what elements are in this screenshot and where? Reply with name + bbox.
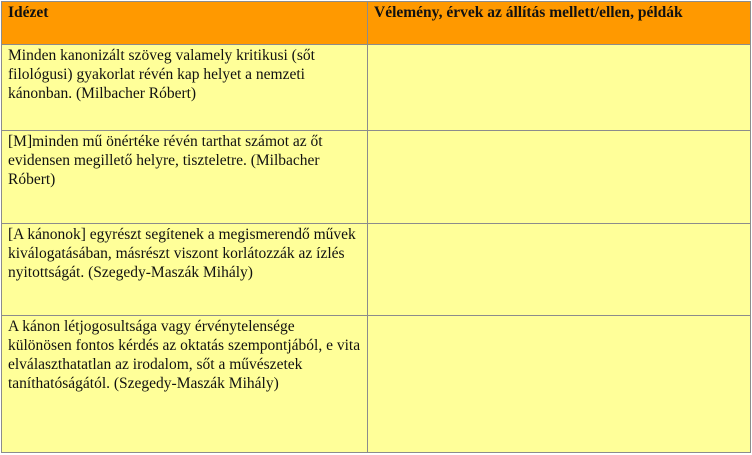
table-row	[2, 45, 751, 131]
opinion-cell[interactable]	[368, 131, 751, 224]
table-row	[2, 315, 751, 452]
header-quote: Idézet	[2, 2, 368, 45]
table-row	[2, 131, 751, 224]
quote-cell: [M]minden mű önértéke révén tarthat számot az őt evidensen megillető helyre, tiszteletre. (Milbacher Róbert)	[2, 131, 368, 224]
quote-cell: A kánon létjogosultsága vagy érvénytelensége különösen fontos kérdés az oktatás szempontjából, e vita elválaszthatatlan az irodalom, sőt a művészetek taníthatóságától. (Szegedy-Maszák Mihály)	[2, 315, 368, 452]
quote-cell: Minden kanonizált szöveg valamely kritikusi (sőt filológusi) gyakorlat révén kap helyet a nemzeti kánonban. (Milbacher Róbert)	[2, 45, 368, 131]
header-row	[2, 2, 751, 45]
quote-cell: [A kánonok] egyrészt segítenek a megismerendő művek kiválogatásában, másrészt viszont korlátozzák az ízlés nyitottságát. (Szegedy-Maszák Mihály)	[2, 224, 368, 315]
quote-opinion-table	[1, 1, 751, 453]
opinion-cell[interactable]	[368, 224, 751, 315]
opinion-cell[interactable]	[368, 315, 751, 452]
opinion-cell[interactable]	[368, 45, 751, 131]
table-row	[2, 224, 751, 315]
header-opinion: Vélemény, érvek az állítás mellett/ellen, példák	[368, 2, 751, 45]
